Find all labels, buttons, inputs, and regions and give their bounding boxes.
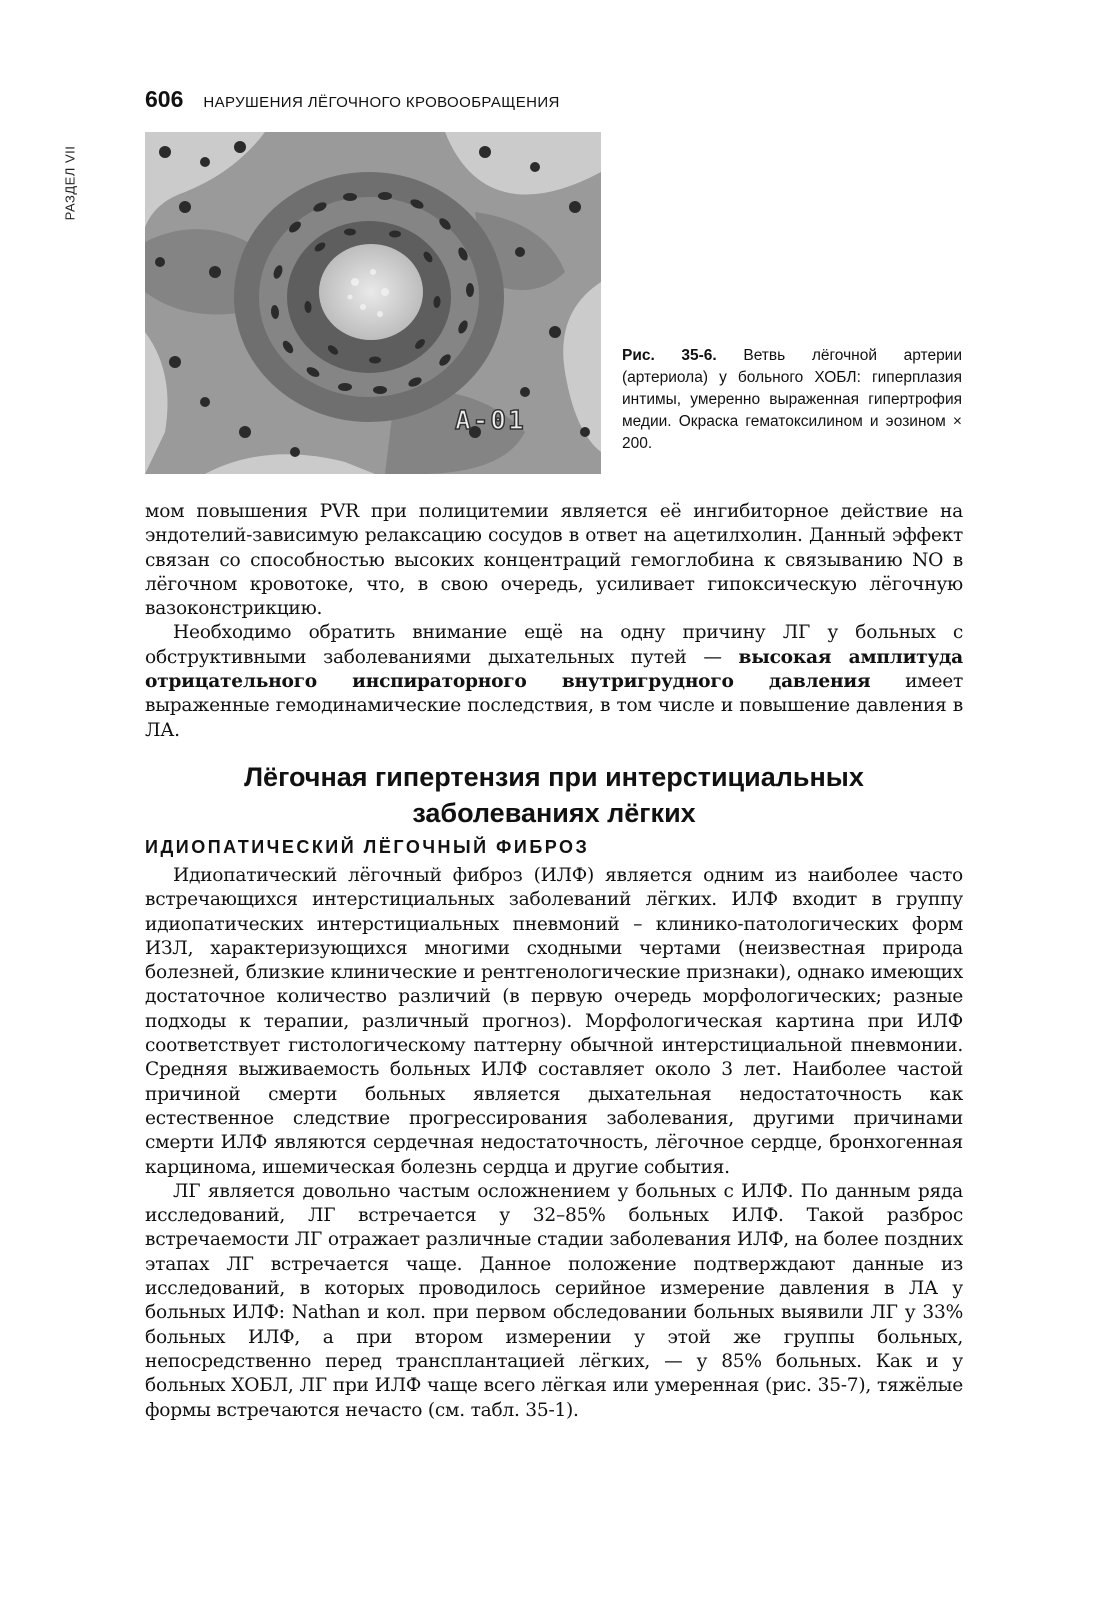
paragraph-2: [145, 621, 963, 742]
figure-caption: [622, 345, 962, 455]
subsection-title: ИДИОПАТИЧЕСКИЙ ЛЁГОЧНЫЙ ФИБРОЗ: [145, 836, 590, 857]
section-side-tab-label: РАЗДЕЛ VII: [62, 145, 78, 221]
figure-caption-label: Рис. 35-6.: [622, 347, 717, 364]
paragraph-2-start: Необходимо обратить внимание ещё на одну причину ЛГ у больных с обструктивными заболеваниями дыхательных путей —: [145, 622, 963, 668]
histology-micrograph: [145, 132, 601, 474]
figure-caption-text: Ветвь лёгочной артерии (артериола) у больного ХОБЛ: гиперплазия интимы, умеренно выраженная гипертрофия медии. Окраска гематоксилином и эозином × 200.: [622, 347, 963, 452]
section-side-tab: [60, 128, 80, 238]
section-title-line-1: Лёгочная гипертензия при интерстициальных: [244, 761, 864, 792]
running-title: НАРУШЕНИЯ ЛЁГОЧНОГО КРОВООБРАЩЕНИЯ: [203, 94, 560, 111]
paragraph-4: ЛГ является довольно частым осложнением у больных с ИЛФ. По данным ряда исследований, ЛГ встречается у 32–85% больных ИЛФ. Такой разброс встречаемости ЛГ отражает различные стадии заболевания ИЛФ, на более поздних этапах ЛГ встречается чаще. Данное положение подтверждают данные из исследований, в которых проводилось серийное измерение давления в ЛА у больных ИЛФ: Nathan и кол. при первом обследовании больных выявили ЛГ у 33% больных ИЛФ, а при втором измерении у этой же группы больных, непосредственно перед трансплантацией лёгких, — у 85% больных. Как и у больных ХОБЛ, ЛГ при ИЛФ чаще всего лёгкая или умеренная (рис. 35-7), тяжёлые формы встречаются нечасто (см. табл. 35-1).: [145, 1180, 963, 1421]
micrograph-label: A-01: [455, 406, 526, 436]
paragraph-2-emphasis: высокая амплитуда отрицательного инспираторного внутригрудного давления: [145, 646, 963, 693]
section-title: [145, 759, 963, 831]
running-header: [145, 86, 560, 113]
paragraph-3: Идиопатический лёгочный фиброз (ИЛФ) является одним из наиболее часто встречающихся интерстициальных заболеваний лёгких. ИЛФ входит в группу идиопатических интерстициальных пневмоний – клинико-патологических форм ИЗЛ, характеризующихся многими сходными чертами (неизвестная природа болезней, близкие клинические и рентгенологические признаки), однако имеющих достаточное количество различий (в первую очередь морфологических; разные подходы к терапии, различный прогноз). Морфологическая картина при ИЛФ соответствует гистологическому паттерну обычной интерстициальной пневмонии. Средняя выживаемость больных ИЛФ составляет около 3 лет. Наиболее частой причиной смерти больных является дыхательная недостаточность как естественное следствие прогрессирования заболевания, другими причинами смерти ИЛФ являются сердечная недостаточность, лёгочное сердце, бронхогенная карцинома, ишемическая болезнь сердца и другие события.: [145, 864, 963, 1178]
section-title-line-2: заболеваниях лёгких: [412, 797, 696, 828]
page-body: [145, 500, 963, 1423]
paragraph-2-end: имеет выраженные гемодинамические последствия, в том числе и повышение давления в ЛА.: [145, 671, 964, 741]
page-number: 606: [145, 86, 184, 112]
paragraph-1: мом повышения PVR при полицитемии является её ингибиторное действие на эндотелий-зависимую релаксацию сосудов в ответ на ацетилхолин. Данный эффект связан со способностью высоких концентраций гемоглобина к связыванию NO в лёгочном кровотоке, что, в свою очередь, усиливает гипоксическую лёгочную вазоконстрикцию.: [145, 501, 963, 620]
